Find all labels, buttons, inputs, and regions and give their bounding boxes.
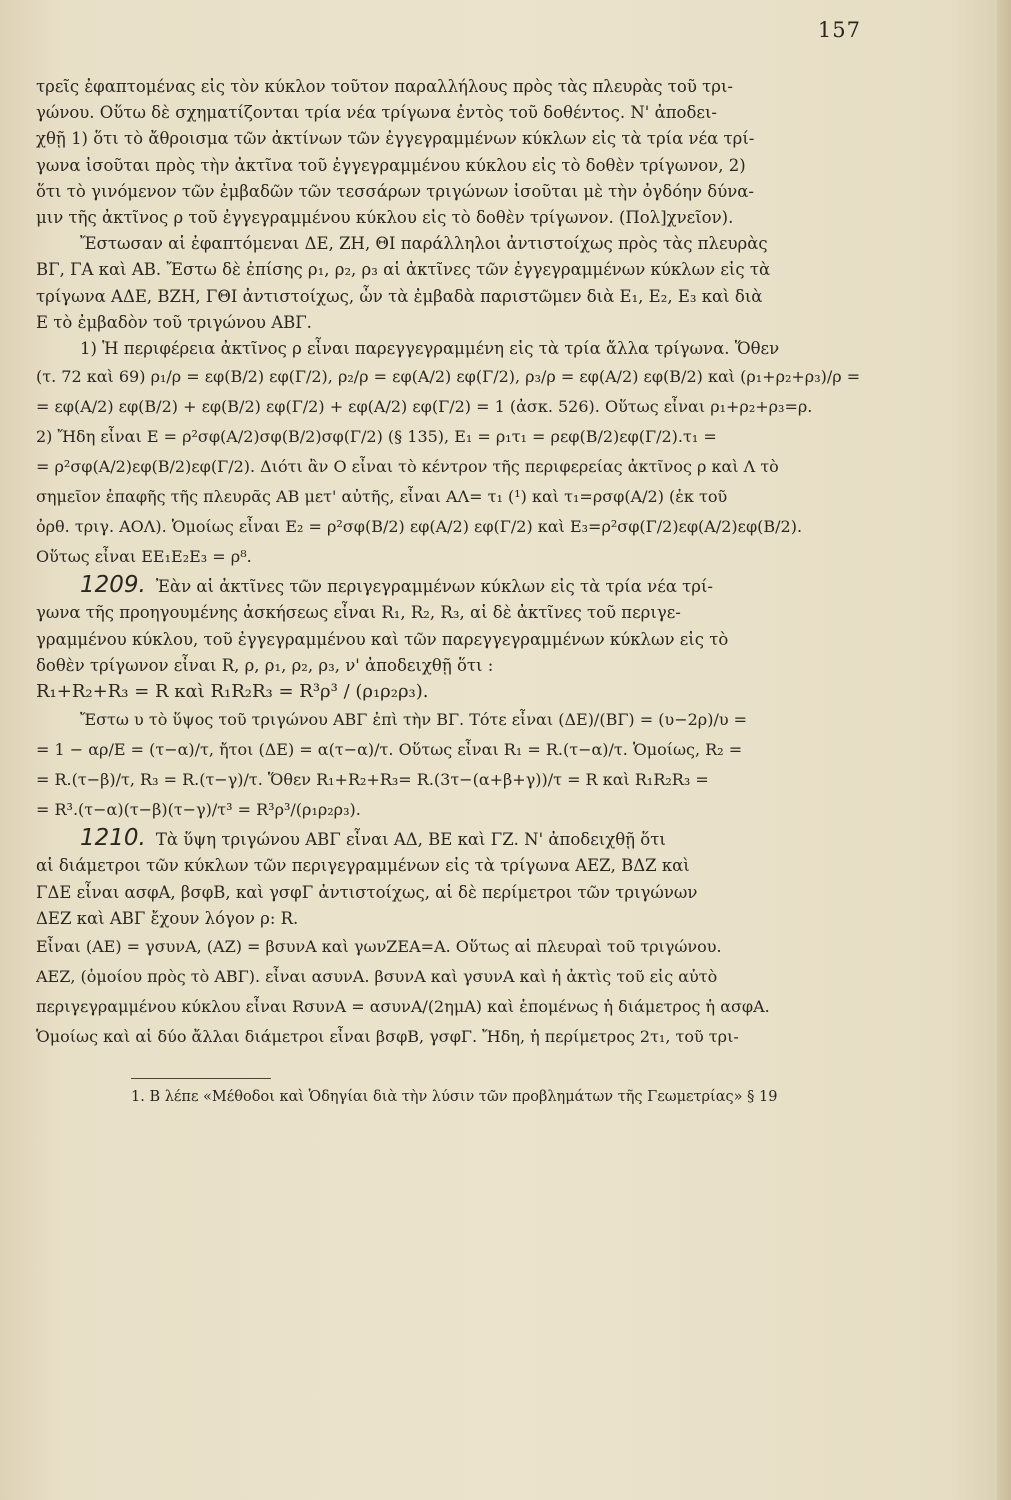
equation-line: ΑΕΖ, (ὁμοίου πρὸς τὸ ΑΒΓ). εἶναι ασυνΑ. βσυνΑ καὶ γσυνΑ καὶ ἡ ἀκτὶς τοῦ εἰς αὐτὸ bbox=[36, 967, 718, 987]
equation-line: σημεῖον ἐπαφῆς τῆς πλευρᾶς ΑΒ μετ' αὐτῆς, εἶναι ΑΛ= τ₁ (¹) καὶ τ₁=ρσφ(Α/2) (ἐκ τοῦ bbox=[36, 487, 728, 507]
equation-line: περιγεγραμμένου κύκλου εἶναι RσυνΑ = ασυνΑ/(2ημΑ) καὶ ἑπομένως ἡ διάμετρος ἡ ασφΑ. bbox=[36, 997, 770, 1017]
text-line: τρίγωνα ΑΔΕ, ΒΖΗ, ΓΘΙ ἀντιστοίχως, ὧν τὰ ἐμβαδὰ παριστῶμεν διὰ Ε₁, Ε₂, Ε₃ καὶ διὰ bbox=[36, 286, 763, 306]
equation-line: 2) Ἤδη εἶναι Ε = ρ²σφ(Α/2)σφ(Β/2)σφ(Γ/2) (§ 135), Ε₁ = ρ₁τ₁ = ρεφ(Β/2)εφ(Γ/2).τ₁ = bbox=[36, 427, 717, 447]
text-line: 1) Ἡ περιφέρεια ἀκτῖνος ρ εἶναι παρεγγεγραμμένη εἰς τὰ τρία ἄλλα τρίγωνα. Ὅθεν bbox=[80, 339, 780, 359]
equation-line: Ἔστω υ τὸ ὕψος τοῦ τριγώνου ΑΒΓ ἐπὶ τὴν ΒΓ. Τότε εἶναι (ΔΕ)/(ΒΓ) = (υ−2ρ)/υ = bbox=[80, 710, 748, 730]
centered-formula: R₁+R₂+R₃ = R καὶ R₁R₂R₃ = R³ρ³ / (ρ₁ρ₂ρ₃). bbox=[36, 681, 429, 703]
equation-line: Οὕτως εἶναι ΕΕ₁Ε₂Ε₃ = ρ⁸. bbox=[36, 547, 252, 567]
problem-1209-first-line bbox=[36, 572, 872, 600]
text-line: τρεῖς ἐφαπτομένας εἰς τὸν κύκλον τοῦτον παραλλήλους πρὸς τὰς πλευρὰς τοῦ τρι- bbox=[36, 77, 733, 96]
text-line: γώνου. Οὕτω δὲ σχηματίζονται τρία νέα τρίγωνα ἐντὸς τοῦ δοθέντος. Ν' ἀποδει- bbox=[36, 103, 718, 123]
text-line: Ε τὸ ἐμβαδὸν τοῦ τριγώνου ΑΒΓ. bbox=[36, 312, 312, 332]
equation-line: = 1 − αρ/Ε = (τ−α)/τ, ἤτοι (ΔΕ) = α(τ−α)/τ. Οὕτως εἶναι R₁ = R.(τ−α)/τ. Ὁμοίως, R₂ = bbox=[36, 740, 743, 760]
problem-number-1209: 1209. bbox=[80, 572, 146, 599]
equation-line: = εφ(Α/2) εφ(Β/2) + εφ(Β/2) εφ(Γ/2) + εφ(Α/2) εφ(Γ/2) = 1 (ἀσκ. 526). Οὕτως εἶναι ρ₁+ρ₂+ρ₃=ρ. bbox=[36, 397, 813, 417]
equation-line: = R³.(τ−α)(τ−β)(τ−γ)/τ³ = R³ρ³/(ρ₁ρ₂ρ₃). bbox=[36, 800, 361, 820]
text-line: Ἔστωσαν αἱ ἐφαπτόμεναι ΔΕ, ΖΗ, ΘΙ παράλληλοι ἀντιστοίχως πρὸς τὰς πλευρὰς bbox=[80, 234, 768, 254]
text-line: αἱ διάμετροι τῶν κύκλων τῶν περιγεγραμμένων εἰς τὰ τρίγωνα ΑΕΖ, ΒΔΖ καὶ bbox=[36, 856, 690, 876]
text-line: γωνα τῆς προηγουμένης ἀσκήσεως εἶναι R₁, R₂, R₃, αἱ δὲ ἀκτῖνες τοῦ περιγε- bbox=[36, 603, 681, 623]
text-line: Τὰ ὕψη τριγώνου ΑΒΓ εἶναι ΑΔ, ΒΕ καὶ ΓΖ. Ν' ἀποδειχθῇ ὅτι bbox=[155, 830, 666, 850]
text-line: μιν τῆς ἀκτῖνος ρ τοῦ ἐγγεγραμμένου κύκλου εἰς τὸ δοθὲν τρίγωνον. (Πολ]χνεῖον). bbox=[36, 208, 734, 228]
text-line: ΔΕΖ καὶ ΑΒΓ ἔχουν λόγον ρ: R. bbox=[36, 908, 299, 928]
equation-line: = R.(τ−β)/τ, R₃ = R.(τ−γ)/τ. Ὅθεν R₁+R₂+R₃= R.(3τ−(α+β+γ))/τ = R καὶ R₁R₂R₃ = bbox=[36, 770, 709, 790]
page-number: 157 bbox=[817, 18, 861, 42]
text-line: Ἐὰν αἱ ἀκτῖνες τῶν περιγεγραμμένων κύκλων εἰς τὰ τρία νέα τρί- bbox=[155, 577, 714, 597]
problem-number-1210: 1210. bbox=[80, 825, 146, 852]
page-edge bbox=[997, 0, 1011, 1500]
equation-line: ὀρθ. τριγ. ΑΟΛ). Ὁμοίως εἶναι Ε₂ = ρ²σφ(Β/2) εφ(Α/2) εφ(Γ/2) καὶ Ε₃=ρ²σφ(Γ/2)εφ(Α/2)εφ(Β/2). bbox=[36, 517, 803, 537]
text-line: ΒΓ, ΓΑ καὶ ΑΒ. Ἔστω δὲ ἐπίσης ρ₁, ρ₂, ρ₃ αἱ ἀκτῖνες τῶν ἐγγεγραμμένων κύκλων εἰς τὰ bbox=[36, 260, 771, 280]
footnote-divider bbox=[131, 1078, 271, 1079]
text-line: δοθὲν τρίγωνον εἶναι R, ρ, ρ₁, ρ₂, ρ₃, ν' ἀποδειχθῇ ὅτι : bbox=[36, 655, 494, 675]
page-body bbox=[36, 74, 872, 1107]
text-line: γραμμένου κύκλου, τοῦ ἐγγεγραμμένου καὶ τῶν παρεγγεγραμμένων κύκλων εἰς τὸ bbox=[36, 629, 729, 649]
equation-line: Ὁμοίως καὶ αἱ δύο ἄλλαι διάμετροι εἶναι βσφΒ, γσφΓ. Ἤδη, ἡ περίμετρος 2τ₁, τοῦ τρι- bbox=[36, 1027, 739, 1047]
equation-line: Εἶναι (ΑΕ) = γσυνΑ, (ΑΖ) = βσυνΑ καὶ γωνΖΕΑ=Α. Οὕτως αἱ πλευραὶ τοῦ τριγώνου. bbox=[36, 937, 722, 957]
text-line: χθῇ 1) ὅτι τὸ ἄθροισμα τῶν ἀκτίνων τῶν ἐγγεγραμμένων κύκλων εἰς τὰ τρία νέα τρί- bbox=[36, 129, 755, 149]
text-line: γωνα ἰσοῦται πρὸς τὴν ἀκτῖνα τοῦ ἐγγεγραμμένου κύκλου εἰς τὸ δοθὲν τρίγωνον, 2) bbox=[36, 155, 746, 175]
text-line: ΓΔΕ εἶναι ασφΑ, βσφΒ, καὶ γσφΓ ἀντιστοίχως, αἱ δὲ περίμετροι τῶν τριγώνων bbox=[36, 882, 698, 902]
equation-line: (τ. 72 καὶ 69) ρ₁/ρ = εφ(Β/2) εφ(Γ/2), ρ₂/ρ = εφ(Α/2) εφ(Γ/2), ρ₃/ρ = εφ(Α/2) εφ(Β/2) καὶ (ρ₁+ρ₂+ρ₃)/ρ = bbox=[36, 367, 861, 387]
equation-line: = ρ²σφ(Α/2)εφ(Β/2)εφ(Γ/2). Διότι ἂν Ο εἶναι τὸ κέντρον τῆς περιφερείας ἀκτῖνος ρ καὶ Λ τὸ bbox=[36, 457, 779, 477]
footnote: 1. Β λέπε «Μέθοδοι καὶ Ὁδηγίαι διὰ τὴν λύσιν τῶν προβλημάτων τῆς Γεωμετρίας» § 19 bbox=[131, 1089, 778, 1106]
problem-1210-first-line bbox=[36, 825, 872, 853]
text-line: ὅτι τὸ γινόμενον τῶν ἐμβαδῶν τῶν τεσσάρων τριγώνων ἰσοῦται μὲ τὴν ὀγδόην δύνα- bbox=[36, 181, 755, 201]
